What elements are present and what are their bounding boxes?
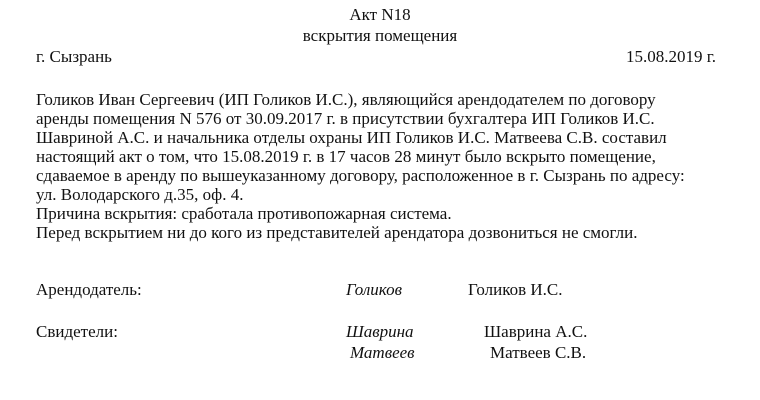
body-line: Шавриной А.С. и начальника отделы охраны ИП Голиков И.С. Матвеева С.В. составил [36, 128, 667, 147]
body-line: Голиков Иван Сергеевич (ИП Голиков И.С.), являющийся арендодателем по договору [36, 90, 656, 109]
landlord-name: Голиков И.С. [468, 280, 563, 299]
witness-name: Шаврина А.С. [484, 322, 588, 341]
witness-name: Матвеев С.В. [490, 343, 587, 362]
body-line: Перед вскрытием ни до кого из представителей арендатора дозвониться не смогли. [36, 223, 638, 242]
landlord-signature: Голиков [346, 280, 402, 299]
witness-signature: Шаврина [346, 322, 414, 341]
witness-signature-row [0, 343, 760, 363]
witnesses-label: Свидетели: [36, 322, 118, 341]
witness-signature: Матвеев [350, 343, 415, 362]
document-title: Акт N18 [349, 5, 411, 24]
body-line: сдаваемое в аренду по вышеуказанному договору, расположенное в г. Сызрань по адресу: [36, 166, 685, 185]
landlord-signature-row [0, 280, 760, 300]
document-body [36, 90, 756, 242]
body-line: настоящий акт о том, что 15.08.2019 г. в 17 часов 28 минут было вскрыто помещение, [36, 147, 656, 166]
document-date: 15.08.2019 г. [625, 47, 716, 66]
body-line: ул. Володарского д.35, оф. 4. [36, 185, 244, 204]
body-line: Причина вскрытия: сработала противопожарная система. [36, 204, 452, 223]
document-subtitle: вскрытия помещения [302, 26, 458, 45]
witness-signature-row [0, 322, 760, 342]
document-place: г. Сызрань [36, 47, 112, 66]
body-line: аренды помещения N 576 от 30.09.2017 г. в присутствии бухгалтера ИП Голиков И.С. [36, 109, 655, 128]
landlord-label: Арендодатель: [36, 280, 142, 299]
